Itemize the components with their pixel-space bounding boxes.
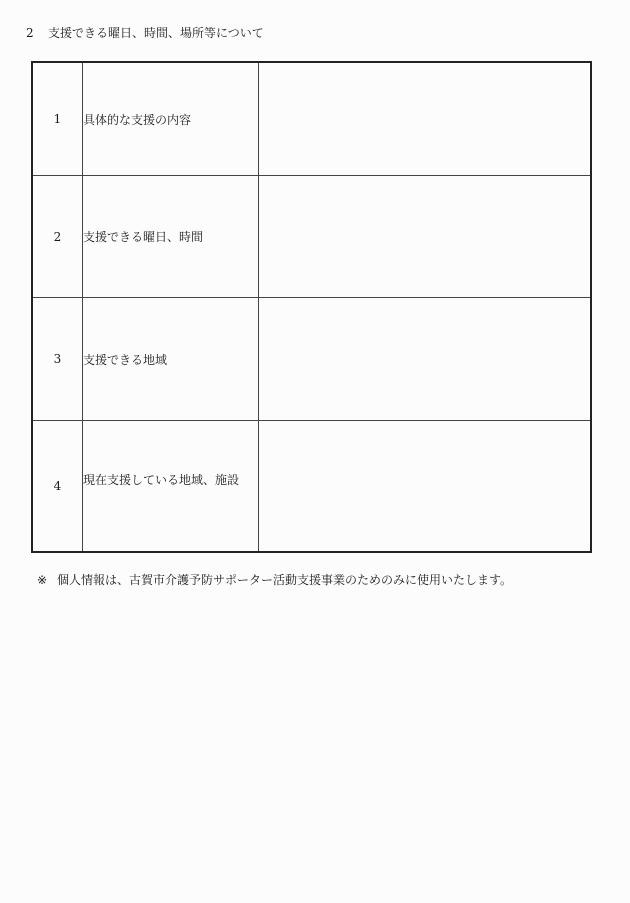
section-heading [26, 25, 264, 41]
table-row [32, 421, 591, 553]
support-content-field[interactable] [259, 62, 592, 176]
row-number: 3 [32, 298, 83, 421]
row-label: 支援できる地域 [83, 298, 259, 421]
section-number: 2 [26, 26, 34, 40]
table-row [32, 298, 591, 421]
section-title: 支援できる曜日、時間、場所等について [48, 26, 264, 40]
row-number: 1 [32, 62, 83, 176]
row-label: 支援できる曜日、時間 [83, 176, 259, 298]
current-area-facility-field[interactable] [259, 421, 592, 553]
row-label: 具体的な支援の内容 [83, 62, 259, 176]
table-row [32, 62, 591, 176]
row-number: 2 [32, 176, 83, 298]
row-label: 現在支援している地域、施設 [83, 421, 259, 553]
available-area-field[interactable] [259, 298, 592, 421]
note-text: 個人情報は、古賀市介護予防サポーター活動支援事業のためのみに使用いたします。 [57, 573, 513, 587]
note-mark: ※ [37, 573, 48, 587]
support-form-table [31, 61, 592, 553]
table-row [32, 176, 591, 298]
row-number: 4 [32, 421, 83, 553]
privacy-note [37, 572, 512, 588]
available-days-time-field[interactable] [259, 176, 592, 298]
